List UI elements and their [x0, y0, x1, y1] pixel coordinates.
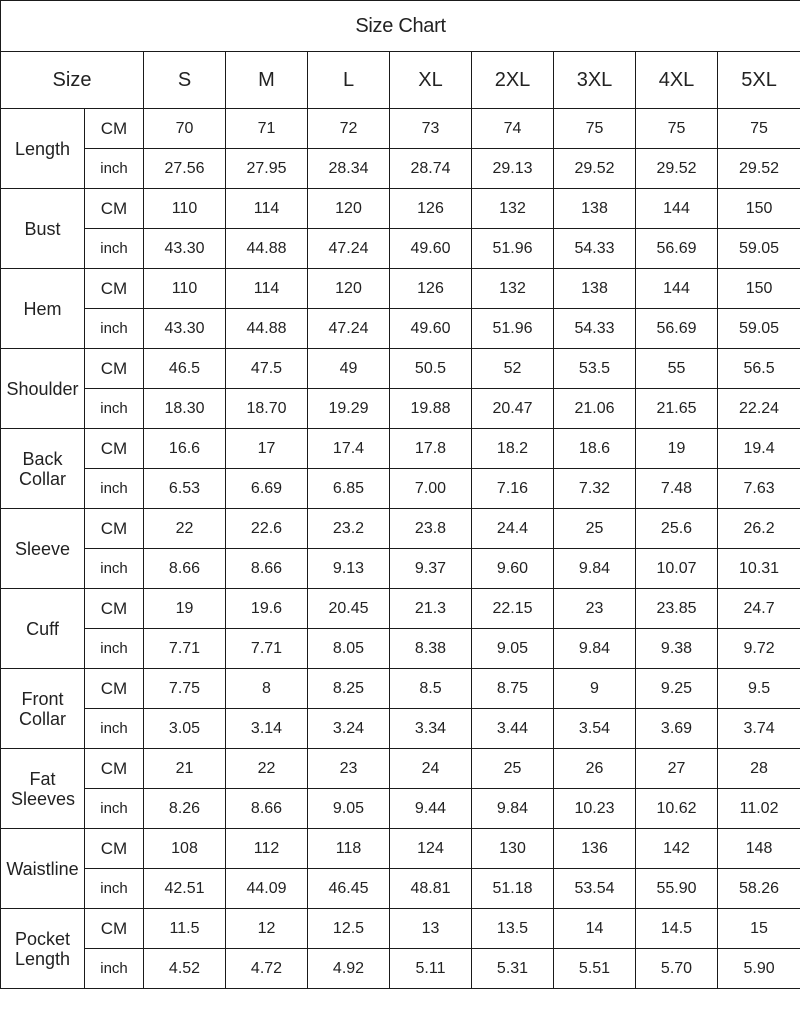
- unit-label-cm: CM: [85, 429, 144, 469]
- value-cell-bust-inch-l: 47.24: [308, 229, 390, 269]
- value-cell-hem-cm-l: 120: [308, 269, 390, 309]
- value-cell-front-collar-inch-5xl: 3.74: [718, 709, 800, 749]
- value-cell-waistline-cm-3xl: 136: [554, 829, 636, 869]
- value-cell-length-cm-xl: 73: [390, 109, 472, 149]
- measure-row-fat-sleeves-cm: [1, 749, 800, 789]
- value-cell-waistline-cm-s: 108: [144, 829, 226, 869]
- value-cell-sleeve-inch-3xl: 9.84: [554, 549, 636, 589]
- value-cell-shoulder-cm-4xl: 55: [636, 349, 718, 389]
- value-cell-sleeve-cm-2xl: 24.4: [472, 509, 554, 549]
- unit-label-cm: CM: [85, 589, 144, 629]
- value-cell-hem-cm-5xl: 150: [718, 269, 800, 309]
- value-cell-front-collar-cm-l: 8.25: [308, 669, 390, 709]
- unit-label-cm: CM: [85, 749, 144, 789]
- value-cell-sleeve-inch-m: 8.66: [226, 549, 308, 589]
- value-cell-pocket-length-inch-5xl: 5.90: [718, 949, 800, 989]
- value-cell-pocket-length-cm-xl: 13: [390, 909, 472, 949]
- measure-label-shoulder: Shoulder: [1, 349, 85, 429]
- measure-label-hem: Hem: [1, 269, 85, 349]
- value-cell-front-collar-cm-m: 8: [226, 669, 308, 709]
- chart-body: [1, 109, 800, 989]
- value-cell-hem-inch-5xl: 59.05: [718, 309, 800, 349]
- value-cell-hem-cm-4xl: 144: [636, 269, 718, 309]
- value-cell-front-collar-inch-2xl: 3.44: [472, 709, 554, 749]
- measure-row-pocket-length-inch: [1, 949, 800, 989]
- value-cell-shoulder-inch-3xl: 21.06: [554, 389, 636, 429]
- size-header-m: M: [226, 52, 308, 109]
- value-cell-bust-cm-4xl: 144: [636, 189, 718, 229]
- value-cell-bust-cm-l: 120: [308, 189, 390, 229]
- value-cell-pocket-length-inch-2xl: 5.31: [472, 949, 554, 989]
- value-cell-pocket-length-cm-5xl: 15: [718, 909, 800, 949]
- value-cell-length-cm-4xl: 75: [636, 109, 718, 149]
- measure-row-bust-inch: [1, 229, 800, 269]
- value-cell-bust-cm-s: 110: [144, 189, 226, 229]
- value-cell-waistline-inch-l: 46.45: [308, 869, 390, 909]
- measure-row-hem-inch: [1, 309, 800, 349]
- measure-label-fat-sleeves: Fat Sleeves: [1, 749, 85, 829]
- value-cell-back-collar-inch-2xl: 7.16: [472, 469, 554, 509]
- value-cell-hem-inch-l: 47.24: [308, 309, 390, 349]
- measure-row-hem-cm: [1, 269, 800, 309]
- value-cell-fat-sleeves-inch-s: 8.26: [144, 789, 226, 829]
- value-cell-shoulder-cm-xl: 50.5: [390, 349, 472, 389]
- value-cell-pocket-length-inch-4xl: 5.70: [636, 949, 718, 989]
- measure-row-cuff-cm: [1, 589, 800, 629]
- value-cell-fat-sleeves-cm-m: 22: [226, 749, 308, 789]
- value-cell-back-collar-cm-4xl: 19: [636, 429, 718, 469]
- measure-row-front-collar-inch: [1, 709, 800, 749]
- value-cell-front-collar-inch-3xl: 3.54: [554, 709, 636, 749]
- value-cell-back-collar-inch-4xl: 7.48: [636, 469, 718, 509]
- value-cell-fat-sleeves-inch-5xl: 11.02: [718, 789, 800, 829]
- value-cell-front-collar-cm-xl: 8.5: [390, 669, 472, 709]
- measure-row-back-collar-inch: [1, 469, 800, 509]
- value-cell-hem-cm-xl: 126: [390, 269, 472, 309]
- value-cell-cuff-inch-2xl: 9.05: [472, 629, 554, 669]
- unit-label-cm: CM: [85, 109, 144, 149]
- value-cell-length-cm-m: 71: [226, 109, 308, 149]
- value-cell-front-collar-inch-xl: 3.34: [390, 709, 472, 749]
- value-cell-pocket-length-inch-3xl: 5.51: [554, 949, 636, 989]
- value-cell-shoulder-cm-2xl: 52: [472, 349, 554, 389]
- value-cell-length-inch-s: 27.56: [144, 149, 226, 189]
- value-cell-pocket-length-cm-l: 12.5: [308, 909, 390, 949]
- unit-label-cm: CM: [85, 509, 144, 549]
- size-header-3xl: 3XL: [554, 52, 636, 109]
- measure-row-fat-sleeves-inch: [1, 789, 800, 829]
- value-cell-pocket-length-cm-m: 12: [226, 909, 308, 949]
- unit-label-inch: inch: [85, 309, 144, 349]
- value-cell-fat-sleeves-cm-s: 21: [144, 749, 226, 789]
- value-cell-fat-sleeves-inch-xl: 9.44: [390, 789, 472, 829]
- measure-row-waistline-inch: [1, 869, 800, 909]
- value-cell-back-collar-cm-l: 17.4: [308, 429, 390, 469]
- value-cell-shoulder-inch-l: 19.29: [308, 389, 390, 429]
- value-cell-bust-cm-m: 114: [226, 189, 308, 229]
- value-cell-front-collar-inch-l: 3.24: [308, 709, 390, 749]
- size-header-5xl: 5XL: [718, 52, 800, 109]
- size-header-l: L: [308, 52, 390, 109]
- unit-label-inch: inch: [85, 549, 144, 589]
- value-cell-shoulder-cm-5xl: 56.5: [718, 349, 800, 389]
- value-cell-length-inch-m: 27.95: [226, 149, 308, 189]
- value-cell-waistline-cm-4xl: 142: [636, 829, 718, 869]
- unit-label-inch: inch: [85, 229, 144, 269]
- value-cell-cuff-inch-4xl: 9.38: [636, 629, 718, 669]
- value-cell-bust-cm-2xl: 132: [472, 189, 554, 229]
- value-cell-sleeve-cm-5xl: 26.2: [718, 509, 800, 549]
- value-cell-pocket-length-inch-xl: 5.11: [390, 949, 472, 989]
- value-cell-back-collar-inch-s: 6.53: [144, 469, 226, 509]
- unit-label-inch: inch: [85, 389, 144, 429]
- value-cell-waistline-inch-m: 44.09: [226, 869, 308, 909]
- value-cell-fat-sleeves-cm-2xl: 25: [472, 749, 554, 789]
- value-cell-pocket-length-cm-s: 11.5: [144, 909, 226, 949]
- unit-label-inch: inch: [85, 469, 144, 509]
- value-cell-back-collar-cm-s: 16.6: [144, 429, 226, 469]
- value-cell-shoulder-cm-s: 46.5: [144, 349, 226, 389]
- value-cell-back-collar-cm-2xl: 18.2: [472, 429, 554, 469]
- value-cell-back-collar-inch-xl: 7.00: [390, 469, 472, 509]
- value-cell-sleeve-cm-xl: 23.8: [390, 509, 472, 549]
- value-cell-back-collar-cm-xl: 17.8: [390, 429, 472, 469]
- value-cell-cuff-inch-s: 7.71: [144, 629, 226, 669]
- value-cell-hem-inch-s: 43.30: [144, 309, 226, 349]
- value-cell-cuff-cm-5xl: 24.7: [718, 589, 800, 629]
- value-cell-waistline-inch-3xl: 53.54: [554, 869, 636, 909]
- value-cell-length-cm-2xl: 74: [472, 109, 554, 149]
- value-cell-sleeve-cm-m: 22.6: [226, 509, 308, 549]
- unit-label-cm: CM: [85, 269, 144, 309]
- value-cell-pocket-length-cm-3xl: 14: [554, 909, 636, 949]
- value-cell-cuff-inch-5xl: 9.72: [718, 629, 800, 669]
- unit-label-inch: inch: [85, 869, 144, 909]
- value-cell-waistline-inch-5xl: 58.26: [718, 869, 800, 909]
- value-cell-front-collar-cm-3xl: 9: [554, 669, 636, 709]
- measure-label-waistline: Waistline: [1, 829, 85, 909]
- value-cell-cuff-cm-3xl: 23: [554, 589, 636, 629]
- value-cell-cuff-inch-xl: 8.38: [390, 629, 472, 669]
- value-cell-bust-inch-m: 44.88: [226, 229, 308, 269]
- value-cell-hem-cm-3xl: 138: [554, 269, 636, 309]
- measure-row-shoulder-inch: [1, 389, 800, 429]
- value-cell-hem-cm-s: 110: [144, 269, 226, 309]
- value-cell-length-cm-l: 72: [308, 109, 390, 149]
- chart-title: Size Chart: [1, 1, 800, 52]
- measure-label-pocket-length: Pocket Length: [1, 909, 85, 989]
- value-cell-length-cm-3xl: 75: [554, 109, 636, 149]
- measure-row-sleeve-cm: [1, 509, 800, 549]
- value-cell-bust-inch-s: 43.30: [144, 229, 226, 269]
- value-cell-shoulder-cm-m: 47.5: [226, 349, 308, 389]
- value-cell-bust-inch-4xl: 56.69: [636, 229, 718, 269]
- value-cell-waistline-cm-l: 118: [308, 829, 390, 869]
- value-cell-shoulder-inch-4xl: 21.65: [636, 389, 718, 429]
- value-cell-back-collar-cm-m: 17: [226, 429, 308, 469]
- unit-label-inch: inch: [85, 149, 144, 189]
- value-cell-cuff-cm-s: 19: [144, 589, 226, 629]
- unit-label-cm: CM: [85, 189, 144, 229]
- unit-label-inch: inch: [85, 629, 144, 669]
- value-cell-sleeve-cm-4xl: 25.6: [636, 509, 718, 549]
- value-cell-front-collar-cm-2xl: 8.75: [472, 669, 554, 709]
- measure-label-length: Length: [1, 109, 85, 189]
- title-row: [1, 1, 800, 52]
- measure-label-bust: Bust: [1, 189, 85, 269]
- value-cell-back-collar-inch-m: 6.69: [226, 469, 308, 509]
- value-cell-bust-inch-3xl: 54.33: [554, 229, 636, 269]
- value-cell-sleeve-cm-3xl: 25: [554, 509, 636, 549]
- value-cell-sleeve-inch-l: 9.13: [308, 549, 390, 589]
- size-header-4xl: 4XL: [636, 52, 718, 109]
- value-cell-length-inch-2xl: 29.13: [472, 149, 554, 189]
- value-cell-pocket-length-inch-m: 4.72: [226, 949, 308, 989]
- value-cell-fat-sleeves-inch-l: 9.05: [308, 789, 390, 829]
- value-cell-length-inch-5xl: 29.52: [718, 149, 800, 189]
- value-cell-front-collar-inch-4xl: 3.69: [636, 709, 718, 749]
- unit-label-cm: CM: [85, 909, 144, 949]
- value-cell-sleeve-inch-5xl: 10.31: [718, 549, 800, 589]
- value-cell-length-inch-4xl: 29.52: [636, 149, 718, 189]
- value-cell-fat-sleeves-cm-4xl: 27: [636, 749, 718, 789]
- value-cell-fat-sleeves-inch-3xl: 10.23: [554, 789, 636, 829]
- value-cell-back-collar-inch-5xl: 7.63: [718, 469, 800, 509]
- value-cell-fat-sleeves-inch-4xl: 10.62: [636, 789, 718, 829]
- value-cell-cuff-inch-m: 7.71: [226, 629, 308, 669]
- measure-label-sleeve: Sleeve: [1, 509, 85, 589]
- measure-row-back-collar-cm: [1, 429, 800, 469]
- value-cell-hem-inch-4xl: 56.69: [636, 309, 718, 349]
- value-cell-cuff-cm-l: 20.45: [308, 589, 390, 629]
- value-cell-length-inch-l: 28.34: [308, 149, 390, 189]
- value-cell-waistline-cm-5xl: 148: [718, 829, 800, 869]
- value-cell-length-cm-5xl: 75: [718, 109, 800, 149]
- value-cell-sleeve-inch-xl: 9.37: [390, 549, 472, 589]
- value-cell-fat-sleeves-inch-m: 8.66: [226, 789, 308, 829]
- value-cell-waistline-inch-2xl: 51.18: [472, 869, 554, 909]
- value-cell-bust-inch-2xl: 51.96: [472, 229, 554, 269]
- value-cell-front-collar-cm-s: 7.75: [144, 669, 226, 709]
- value-cell-shoulder-inch-5xl: 22.24: [718, 389, 800, 429]
- value-cell-front-collar-inch-m: 3.14: [226, 709, 308, 749]
- measure-row-shoulder-cm: [1, 349, 800, 389]
- size-header-xl: XL: [390, 52, 472, 109]
- measure-row-waistline-cm: [1, 829, 800, 869]
- value-cell-waistline-inch-s: 42.51: [144, 869, 226, 909]
- measure-row-bust-cm: [1, 189, 800, 229]
- unit-label-inch: inch: [85, 789, 144, 829]
- value-cell-shoulder-cm-3xl: 53.5: [554, 349, 636, 389]
- value-cell-fat-sleeves-cm-5xl: 28: [718, 749, 800, 789]
- value-cell-pocket-length-inch-s: 4.52: [144, 949, 226, 989]
- value-cell-back-collar-cm-5xl: 19.4: [718, 429, 800, 469]
- value-cell-shoulder-inch-xl: 19.88: [390, 389, 472, 429]
- measure-row-cuff-inch: [1, 629, 800, 669]
- unit-label-cm: CM: [85, 669, 144, 709]
- value-cell-bust-inch-xl: 49.60: [390, 229, 472, 269]
- value-cell-length-inch-3xl: 29.52: [554, 149, 636, 189]
- value-cell-front-collar-cm-4xl: 9.25: [636, 669, 718, 709]
- value-cell-fat-sleeves-inch-2xl: 9.84: [472, 789, 554, 829]
- unit-label-inch: inch: [85, 949, 144, 989]
- size-header-s: S: [144, 52, 226, 109]
- value-cell-pocket-length-cm-2xl: 13.5: [472, 909, 554, 949]
- value-cell-back-collar-inch-l: 6.85: [308, 469, 390, 509]
- value-cell-fat-sleeves-cm-l: 23: [308, 749, 390, 789]
- value-cell-waistline-cm-2xl: 130: [472, 829, 554, 869]
- value-cell-hem-cm-2xl: 132: [472, 269, 554, 309]
- value-cell-cuff-inch-l: 8.05: [308, 629, 390, 669]
- value-cell-sleeve-inch-s: 8.66: [144, 549, 226, 589]
- value-cell-cuff-inch-3xl: 9.84: [554, 629, 636, 669]
- size-header-2xl: 2XL: [472, 52, 554, 109]
- value-cell-cuff-cm-xl: 21.3: [390, 589, 472, 629]
- value-cell-waistline-cm-m: 112: [226, 829, 308, 869]
- value-cell-pocket-length-cm-4xl: 14.5: [636, 909, 718, 949]
- value-cell-sleeve-inch-4xl: 10.07: [636, 549, 718, 589]
- value-cell-sleeve-cm-l: 23.2: [308, 509, 390, 549]
- value-cell-waistline-inch-xl: 48.81: [390, 869, 472, 909]
- value-cell-bust-cm-xl: 126: [390, 189, 472, 229]
- value-cell-hem-inch-xl: 49.60: [390, 309, 472, 349]
- value-cell-bust-cm-3xl: 138: [554, 189, 636, 229]
- value-cell-back-collar-inch-3xl: 7.32: [554, 469, 636, 509]
- value-cell-length-cm-s: 70: [144, 109, 226, 149]
- measure-row-length-cm: [1, 109, 800, 149]
- value-cell-cuff-cm-2xl: 22.15: [472, 589, 554, 629]
- value-cell-sleeve-inch-2xl: 9.60: [472, 549, 554, 589]
- value-cell-hem-cm-m: 114: [226, 269, 308, 309]
- value-cell-hem-inch-m: 44.88: [226, 309, 308, 349]
- value-cell-bust-cm-5xl: 150: [718, 189, 800, 229]
- value-cell-bust-inch-5xl: 59.05: [718, 229, 800, 269]
- measure-row-pocket-length-cm: [1, 909, 800, 949]
- measure-row-sleeve-inch: [1, 549, 800, 589]
- value-cell-back-collar-cm-3xl: 18.6: [554, 429, 636, 469]
- value-cell-fat-sleeves-cm-xl: 24: [390, 749, 472, 789]
- measure-label-cuff: Cuff: [1, 589, 85, 669]
- size-header-label: Size: [1, 52, 144, 109]
- value-cell-shoulder-inch-2xl: 20.47: [472, 389, 554, 429]
- unit-label-cm: CM: [85, 349, 144, 389]
- value-cell-shoulder-inch-s: 18.30: [144, 389, 226, 429]
- unit-label-inch: inch: [85, 709, 144, 749]
- value-cell-front-collar-cm-5xl: 9.5: [718, 669, 800, 709]
- header-row: [1, 52, 800, 109]
- value-cell-length-inch-xl: 28.74: [390, 149, 472, 189]
- value-cell-fat-sleeves-cm-3xl: 26: [554, 749, 636, 789]
- value-cell-cuff-cm-4xl: 23.85: [636, 589, 718, 629]
- value-cell-sleeve-cm-s: 22: [144, 509, 226, 549]
- value-cell-cuff-cm-m: 19.6: [226, 589, 308, 629]
- value-cell-shoulder-inch-m: 18.70: [226, 389, 308, 429]
- value-cell-hem-inch-2xl: 51.96: [472, 309, 554, 349]
- value-cell-waistline-cm-xl: 124: [390, 829, 472, 869]
- value-cell-shoulder-cm-l: 49: [308, 349, 390, 389]
- measure-row-front-collar-cm: [1, 669, 800, 709]
- value-cell-front-collar-inch-s: 3.05: [144, 709, 226, 749]
- value-cell-waistline-inch-4xl: 55.90: [636, 869, 718, 909]
- unit-label-cm: CM: [85, 829, 144, 869]
- value-cell-hem-inch-3xl: 54.33: [554, 309, 636, 349]
- measure-row-length-inch: [1, 149, 800, 189]
- value-cell-pocket-length-inch-l: 4.92: [308, 949, 390, 989]
- measure-label-front-collar: Front Collar: [1, 669, 85, 749]
- measure-label-back-collar: Back Collar: [1, 429, 85, 509]
